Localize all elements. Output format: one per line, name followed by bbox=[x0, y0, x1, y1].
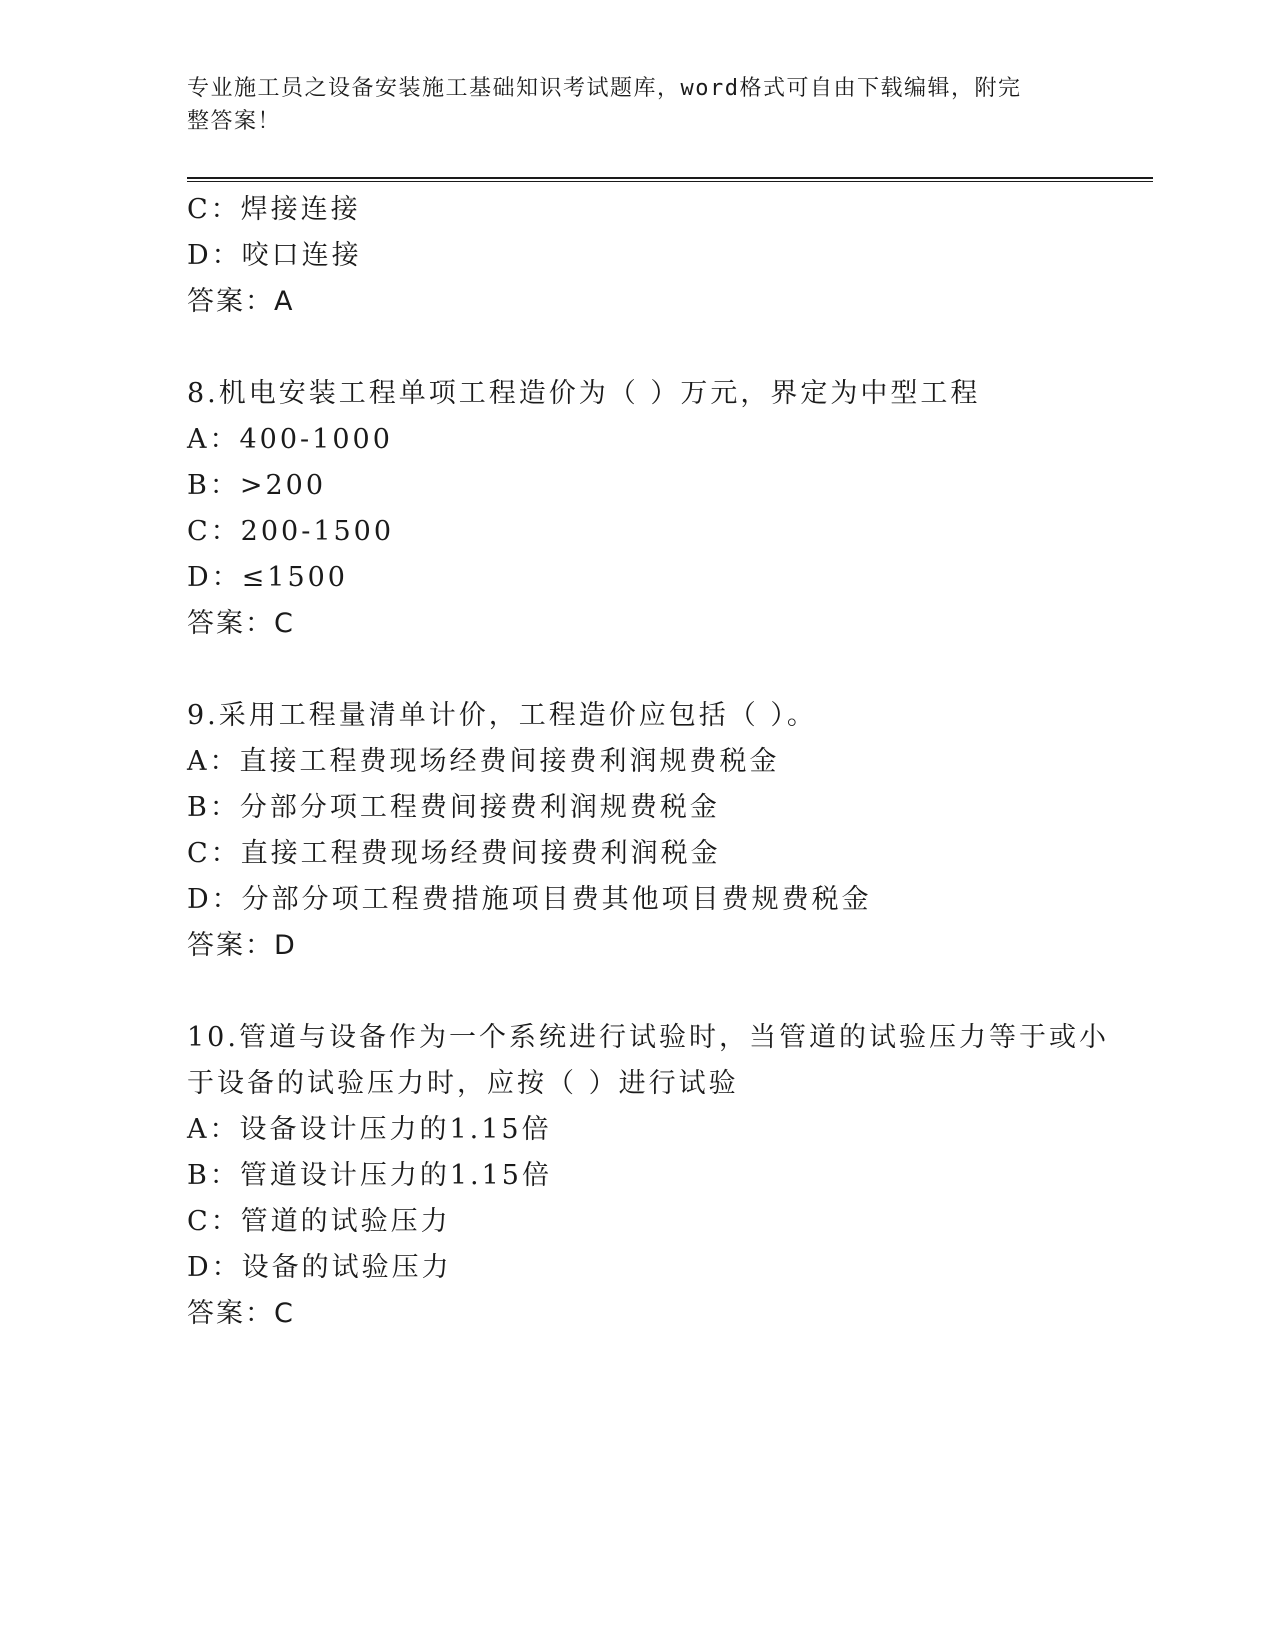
answer: 答案：A bbox=[187, 286, 295, 317]
answer: 答案：C bbox=[187, 608, 295, 639]
question-stem-line-1: 10.管道与设备作为一个系统进行试验时，当管道的试验压力等于或小 bbox=[187, 1022, 1109, 1053]
question-8 bbox=[187, 371, 1087, 647]
option-b: B：分部分项工程费间接费利润规费税金 bbox=[187, 792, 720, 823]
spacer bbox=[187, 969, 1087, 1015]
spacer bbox=[187, 647, 1087, 693]
option-d: D：≤1500 bbox=[187, 562, 348, 593]
option-a: A：直接工程费现场经费间接费利润规费税金 bbox=[187, 746, 780, 777]
option-b: B：>200 bbox=[187, 470, 326, 501]
answer: 答案：C bbox=[187, 1298, 295, 1329]
option-a: A：400-1000 bbox=[187, 424, 393, 455]
question-7-tail bbox=[187, 187, 1087, 325]
question-stem: 9.采用工程量清单计价，工程造价应包括（ ）。 bbox=[187, 700, 817, 731]
question-9 bbox=[187, 693, 1087, 969]
option-b: B：管道设计压力的1.15倍 bbox=[187, 1160, 552, 1191]
question-list bbox=[187, 187, 1109, 1337]
option-c: C：焊接连接 bbox=[187, 194, 361, 225]
document-header bbox=[187, 72, 1067, 138]
question-10 bbox=[187, 1015, 1109, 1337]
option-d: D：分部分项工程费措施项目费其他项目费规费税金 bbox=[187, 884, 872, 915]
option-c: C：直接工程费现场经费间接费利润税金 bbox=[187, 838, 721, 869]
option-d: D：设备的试验压力 bbox=[187, 1252, 452, 1283]
option-c: C：管道的试验压力 bbox=[187, 1206, 451, 1237]
question-stem: 8.机电安装工程单项工程造价为（ ）万元，界定为中型工程 bbox=[187, 378, 981, 409]
option-d: D：咬口连接 bbox=[187, 240, 362, 271]
header-divider bbox=[187, 177, 1153, 182]
header-title-line-1: 专业施工员之设备安装施工基础知识考试题库，word格式可自由下载编辑，附完 bbox=[187, 76, 1022, 101]
question-stem-line-2: 于设备的试验压力时，应按（ ）进行试验 bbox=[187, 1068, 739, 1099]
option-c: C：200-1500 bbox=[187, 516, 395, 547]
option-a: A：设备设计压力的1.15倍 bbox=[187, 1114, 552, 1145]
header-title-line-2: 整答案！ bbox=[187, 109, 282, 134]
spacer bbox=[187, 325, 1087, 371]
answer: 答案：D bbox=[187, 930, 297, 961]
